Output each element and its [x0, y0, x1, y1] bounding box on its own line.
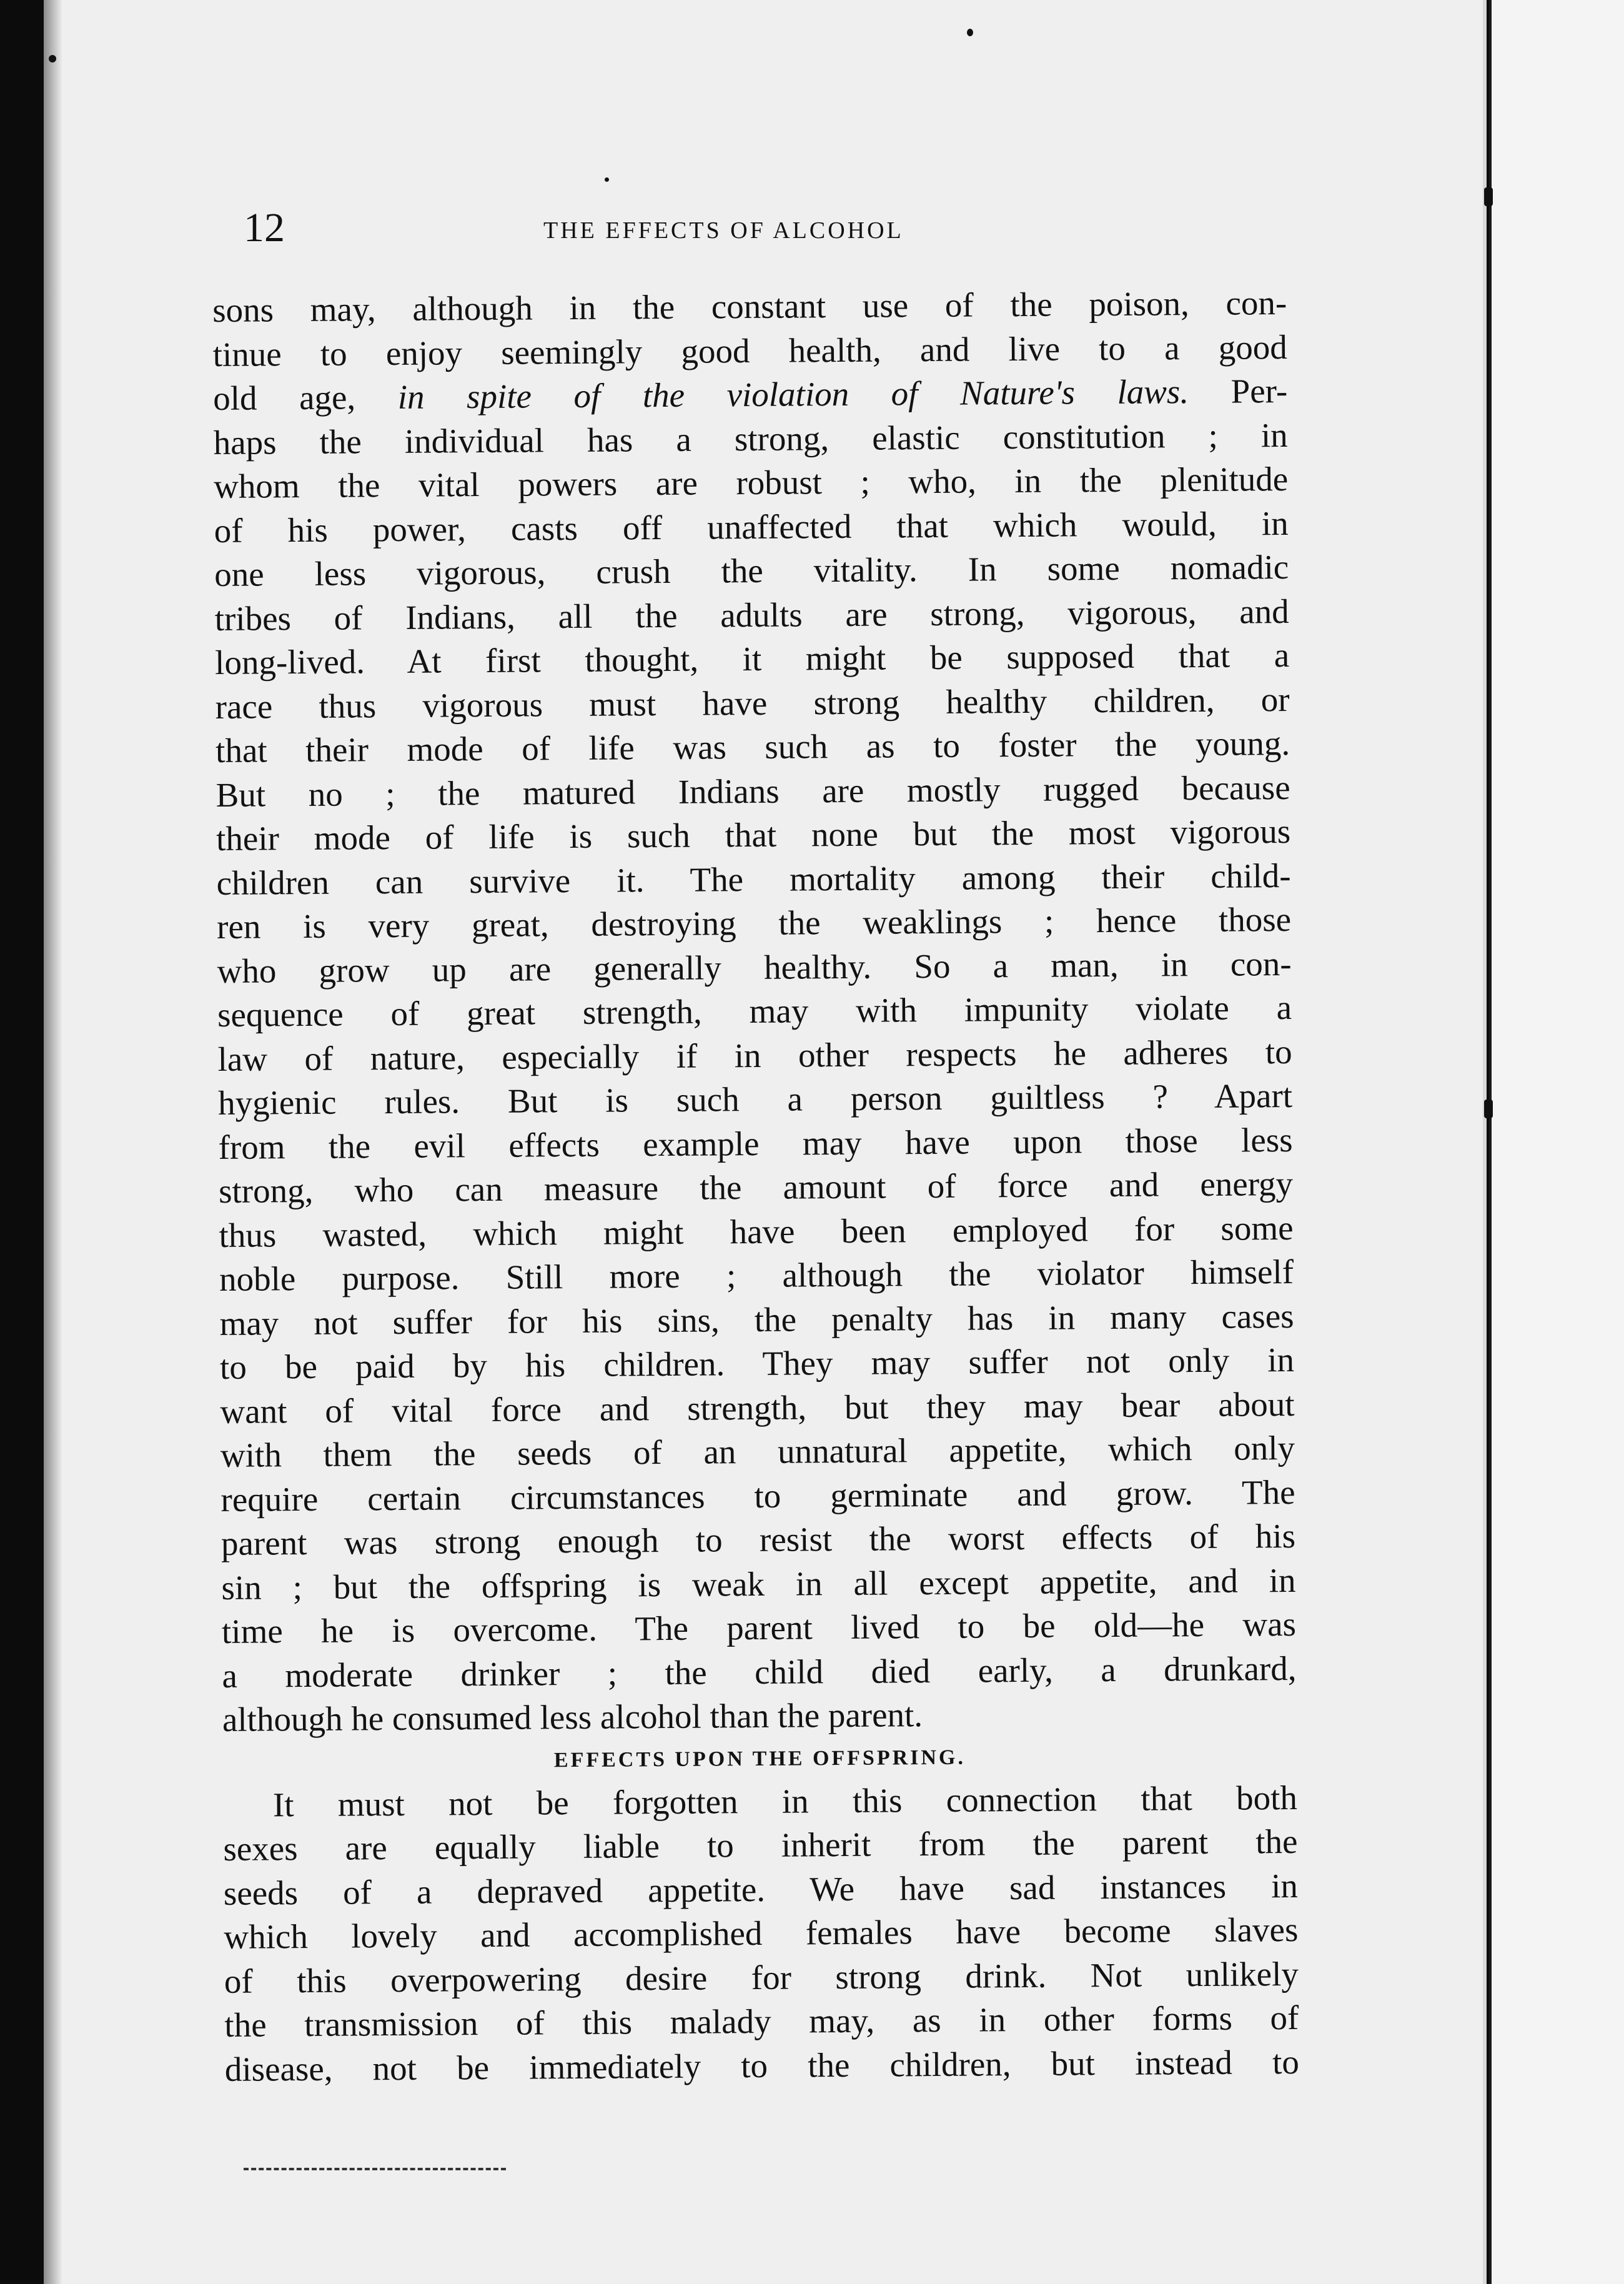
text-line: time he is overcome. The parent lived to be old—he was: [221, 1604, 1297, 1651]
text-line: require certain circumstances to germinate and grow. The: [220, 1472, 1295, 1519]
text-line: of this overpowering desire for strong drink. Not unlikely: [224, 1954, 1299, 2000]
ink-speck: [605, 177, 609, 182]
text-line: a moderate drinker ; the child died early, a drunkard,: [222, 1649, 1297, 1695]
text-line: their mode of life is such that none but the most vigorous: [215, 812, 1291, 858]
text-line: thus wasted, which might have been employed for some: [219, 1208, 1294, 1254]
section-heading: EFFECTS UPON THE OFFSPRING.: [553, 1745, 966, 1772]
gutter-shadow: [44, 0, 62, 2284]
text-line: ren is very great, destroying the weaklings ; hence those: [216, 900, 1292, 946]
text-line-lead: old age,: [213, 377, 398, 417]
text-line: that their mode of life was such as to foster the young.: [215, 723, 1290, 770]
text-line: the transmission of this malady may, as in other forms of: [224, 1998, 1299, 2044]
page-header: [244, 200, 1280, 256]
text-line: sons may, although in the constant use of the poison, con-: [212, 283, 1287, 329]
text-line: [213, 369, 1287, 421]
text-line: of his power, casts off unaffected that which would, in: [214, 504, 1289, 550]
footer-rule: [244, 2168, 506, 2173]
ink-speck: [1484, 1100, 1493, 1118]
text-line: disease, not be immediately to the children, but instead to: [224, 2042, 1300, 2088]
ink-speck: [967, 29, 973, 36]
text-line: want of vital force and strength, but they may bear about: [220, 1384, 1295, 1431]
text-line: who grow up are generally healthy. So a man, in con-: [217, 944, 1292, 990]
text-line: sequence of great strength, may with impunity violate a: [217, 988, 1292, 1034]
page-number: 12: [244, 205, 285, 251]
text-line: race thus vigorous must have strong healthy children, or: [215, 680, 1290, 726]
text-line: one less vigorous, crush the vitality. In some nomadic: [214, 547, 1289, 593]
text-line: tinue to enjoy seemingly good health, and live to a good: [212, 327, 1287, 374]
text-line: parent was strong enough to resist the worst effects of his: [220, 1516, 1296, 1562]
body-text: [212, 281, 1299, 2092]
text-line: But no ; the matured Indians are mostly rugged because: [215, 768, 1290, 814]
text-line: may not suffer for his sins, the penalty has in many cases: [219, 1296, 1294, 1343]
text-line: law of nature, especially if in other respects he adheres to: [217, 1032, 1292, 1078]
ink-speck: [49, 55, 56, 62]
facing-page-edge: [1489, 0, 1624, 2284]
text-line: haps the individual has a strong, elastic constitution ; in: [213, 415, 1288, 462]
text-line: It must not be forgotten in this connection that both: [272, 1778, 1298, 1824]
italic-phrase: in spite of the violation of Nature's laws.: [397, 372, 1189, 416]
text-line: seeds of a depraved appetite. We have sad instances in: [223, 1866, 1299, 1912]
text-line: hygienic rules. But is such a person guiltless ? Apart: [217, 1076, 1293, 1122]
running-head: THE EFFECTS OF ALCOHOL: [543, 217, 904, 244]
text-line: sin ; but the offspring is weak in all except appetite, and in: [221, 1561, 1296, 1607]
text-line: from the evil effects example may have upon those less: [218, 1120, 1293, 1166]
text-line: long-lived. At first thought, it might be supposed that a: [214, 635, 1290, 682]
text-line: although he consumed less alcohol than the parent.: [222, 1696, 923, 1739]
text-line: noble purpose. Still more ; although the violator himself: [219, 1252, 1294, 1298]
ink-speck: [1484, 187, 1493, 206]
text-line: sexes are equally liable to inherit from the parent the: [223, 1822, 1298, 1868]
text-line: to be paid by his children. They may suffer not only in: [219, 1340, 1295, 1386]
text-line: with them the seeds of an unnatural appetite, which only: [220, 1428, 1295, 1474]
text-line: tribes of Indians, all the adults are strong, vigorous, and: [214, 592, 1289, 638]
text-line: strong, who can measure the amount of force and energy: [218, 1164, 1294, 1210]
text-line: which lovely and accomplished females have become slaves: [224, 1910, 1299, 1956]
text-line-tail: Per-: [1188, 371, 1288, 411]
text-line: children can survive it. The mortality among their child-: [216, 856, 1291, 902]
text-line: whom the vital powers are robust ; who, in the plenitude: [213, 459, 1289, 505]
